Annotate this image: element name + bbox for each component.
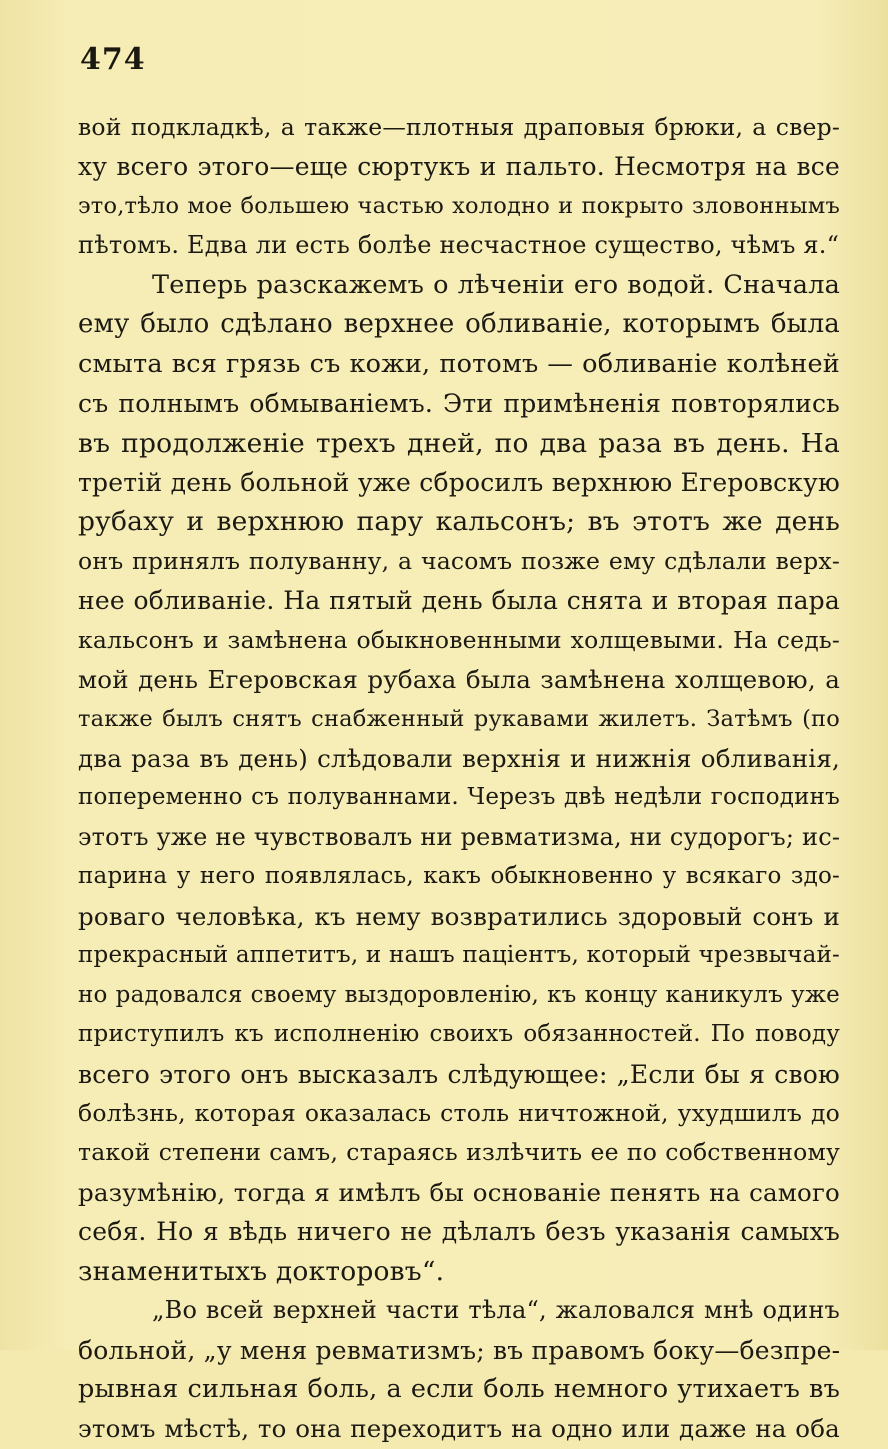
- text-line: парина у него появлялась, какъ обыкновенно у всякаго здо-: [78, 863, 840, 890]
- text-line: приступилъ къ исполненію своихъ обязанностей. По поводу: [78, 1021, 840, 1048]
- text-line: въ продолженіе трехъ дней, по два раза въ день. На: [78, 427, 840, 459]
- text-line: нее обливаніе. На пятый день была снята и вторая пара: [78, 586, 840, 616]
- text-line: ху всего этого—еще сюртукъ и пальто. Несмотря на все: [78, 152, 840, 182]
- text-line: этотъ уже не чувствовалъ ни ревматизма, ни судорогъ; ис-: [78, 822, 841, 851]
- text-line: смыта вся грязь съ кожи, потомъ — обливаніе колѣней: [78, 348, 840, 379]
- page-number: 474: [80, 42, 146, 77]
- text-line: рывная сильная боль, а если боль немного утихаетъ въ: [78, 1374, 840, 1404]
- body-text: [78, 108, 840, 1449]
- text-line: ему было сдѣлано верхнее обливаніе, которымъ была: [78, 309, 840, 340]
- text-line: попеременно съ полуваннами. Черезъ двѣ недѣли господинъ: [78, 784, 840, 811]
- text-line: также былъ снятъ снабженный рукавами жилетъ. Затѣмъ (по: [78, 705, 840, 732]
- text-line: это,тѣло мое большею частью холодно и покрыто зловоннымъ: [78, 192, 840, 219]
- text-line: рубаху и верхнюю пару кальсонъ; въ этотъ же день: [78, 506, 840, 538]
- text-line: кальсонъ и замѣнена обыкновенными холщевыми. На седь-: [78, 625, 840, 654]
- text-line: пѣтомъ. Едва ли есть болѣе несчастное существо, чѣмъ я.“: [78, 231, 840, 260]
- text-line: онъ принялъ полуванну, а часомъ позже ему сдѣлали верх-: [78, 546, 840, 575]
- text-line: болѣзнь, которая оказалась столь ничтожной, ухудшилъ до: [78, 1098, 840, 1127]
- text-line: но радовался своему выздоровленію, къ концу каникулъ уже: [78, 981, 840, 1008]
- text-line: вой подкладкѣ, а также—плотныя драповыя брюки, а свер-: [78, 113, 840, 141]
- text-line: себя. Но я вѣдь ничего не дѣлалъ безъ указанія самыхъ: [78, 1217, 840, 1247]
- text-line: мой день Егеровская рубаха была замѣнена холщевою, а: [78, 665, 840, 695]
- text-line: прекрасный аппетитъ, и нашъ паціентъ, который чрезвычай-: [78, 942, 840, 969]
- text-line: два раза въ день) слѣдовали верхнія и нижнія обливанія,: [78, 744, 840, 773]
- text-line: этомъ мѣстѣ, то она переходитъ на одно или даже на оба: [78, 1414, 840, 1444]
- text-line: третій день больной уже сбросилъ верхнюю Егеровскую: [78, 467, 840, 497]
- text-line: съ полнымъ обмываніемъ. Эти примѣненія повторялись: [78, 389, 840, 419]
- text-line: больной, „у меня ревматизмъ; въ правомъ боку—безпре-: [78, 1335, 841, 1365]
- text-line: такой степени самъ, стараясь излѣчить ее по собственному: [78, 1138, 840, 1167]
- text-line: разумѣнію, тогда я имѣлъ бы основаніе пенять на самого: [78, 1177, 840, 1207]
- text-line: всего этого онъ высказалъ слѣдующее: „Если бы я свою: [78, 1059, 840, 1089]
- text-line: знаменитыхъ докторовъ“.: [78, 1255, 445, 1287]
- text-line: „Во всей верхней части тѣла“, жаловался мнѣ одинъ: [152, 1296, 840, 1325]
- text-line: Теперь разскажемъ о лѣченіи его водой. Сначала: [152, 269, 840, 300]
- text-line: роваго человѣка, къ нему возвратились здоровый сонъ и: [78, 901, 840, 931]
